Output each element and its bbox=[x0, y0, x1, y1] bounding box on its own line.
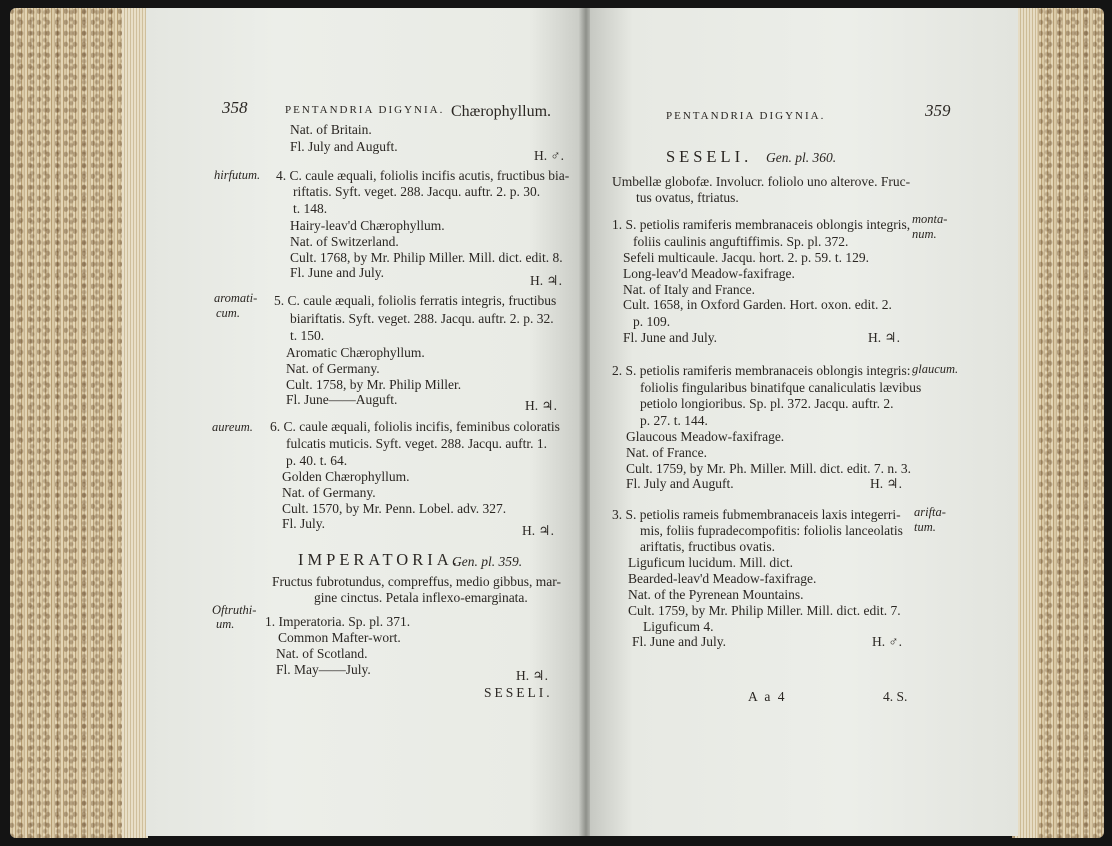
text-line: Long-leav'd Meadow-faxifrage. bbox=[623, 266, 795, 281]
text-line: Nat. of Germany. bbox=[282, 485, 376, 500]
left-running-header: PENTANDRIA DIGYNIA. bbox=[285, 104, 445, 116]
margin-note: aromati- bbox=[214, 291, 258, 305]
margin-note: arifta- bbox=[914, 505, 946, 519]
text-line: H. ♃. bbox=[868, 330, 900, 345]
text-line: p. 27. t. 144. bbox=[640, 413, 708, 428]
text-line: Liguficum 4. bbox=[643, 619, 714, 634]
text-line: Fl. June and July. bbox=[632, 634, 726, 649]
left-page-number: 358 bbox=[222, 98, 248, 117]
catchword: 4. S. bbox=[883, 689, 908, 704]
margin-note: num. bbox=[912, 227, 937, 241]
text-line: 1. Imperatoria. Sp. pl. 371. bbox=[265, 614, 411, 629]
section-title: IMPERATORIA. bbox=[298, 550, 461, 569]
text-line: Nat. of Switzerland. bbox=[290, 234, 399, 249]
text-line: Nat. of Italy and France. bbox=[623, 282, 755, 297]
text-line: Fructus fubrotundus, compreffus, medio gibbus, mar- bbox=[272, 574, 561, 589]
text-line: 5. C. caule æquali, foliolis ferratis integris, fructibus bbox=[274, 293, 557, 308]
text-line: foliis caulinis anguftiffimis. Sp. pl. 372. bbox=[633, 234, 849, 249]
margin-note: aureum. bbox=[212, 420, 253, 434]
text-line: H. ♃. bbox=[525, 398, 557, 413]
text-line: p. 40. t. 64. bbox=[286, 453, 348, 468]
text-line: H. ♃. bbox=[516, 668, 548, 683]
signature-mark: A a 4 bbox=[748, 689, 787, 704]
text-line: 6. C. caule æquali, foliolis incifis, feminibus coloratis bbox=[270, 419, 560, 434]
text-line: fulcatis muticis. Syft. veget. 288. Jacqu. auftr. 1. bbox=[286, 436, 547, 451]
text-line: H. ♂. bbox=[872, 634, 902, 649]
text-line: Cult. 1658, in Oxford Garden. Hort. oxon. edit. 2. bbox=[623, 297, 892, 312]
text-line: H. ♃. bbox=[530, 273, 562, 288]
text-line: Hairy-leav'd Chærophyllum. bbox=[290, 218, 445, 233]
text-line: Nat. of the Pyrenean Mountains. bbox=[628, 587, 804, 602]
margin-note: um. bbox=[216, 617, 235, 631]
right-page-stack bbox=[1015, 8, 1037, 838]
text-line: Cult. 1570, by Mr. Penn. Lobel. adv. 327. bbox=[282, 501, 507, 516]
text-line: Cult. 1759, by Mr. Ph. Miller. Mill. dict. edit. 7. n. 3. bbox=[626, 461, 912, 476]
text-line: Sefeli multicaule. Jacqu. hort. 2. p. 59. t. 129. bbox=[623, 250, 869, 265]
margin-note: glaucum. bbox=[912, 362, 959, 376]
text-line: Nat. of Britain. bbox=[290, 122, 372, 137]
text-line: gine cinctus. Petala inflexo-emarginata. bbox=[314, 590, 528, 605]
text-line: Liguficum lucidum. Mill. dict. bbox=[628, 555, 793, 570]
text-line: p. 109. bbox=[633, 314, 671, 329]
text-line: petiolo longioribus. Sp. pl. 372. Jacqu. auftr. 2. bbox=[640, 396, 894, 411]
margin-note: hirfutum. bbox=[214, 168, 261, 182]
text-line: Cult. 1768, by Mr. Philip Miller. Mill. dict. edit. 8. bbox=[290, 250, 563, 265]
left-page-edges bbox=[10, 8, 140, 838]
text-line: 1. S. petiolis ramiferis membranaceis oblongis integris, bbox=[612, 217, 911, 232]
text-line: Aromatic Chærophyllum. bbox=[286, 345, 425, 360]
text-line: mis, foliis fupradecompofitis: foliolis lanceolatis bbox=[640, 523, 903, 538]
text-line: 3. S. petiolis rameis fubmembranaceis laxis integerri- bbox=[612, 507, 901, 522]
left-genus-header: Chærophyllum. bbox=[451, 103, 552, 120]
text-line: Nat. of Scotland. bbox=[276, 646, 368, 661]
section-ref: Gen. pl. 359. bbox=[452, 554, 523, 569]
text-line: Common Mafter-wort. bbox=[278, 630, 401, 645]
left-page-stack bbox=[122, 8, 148, 838]
text-line: biariftatis. Syft. veget. 288. Jacqu. auftr. 2. p. 32. bbox=[290, 311, 554, 326]
text-line: H. ♂. bbox=[534, 148, 564, 163]
text-line: Fl. June and July. bbox=[623, 330, 717, 345]
text-line: t. 148. bbox=[293, 201, 328, 216]
text-line: Fl. May——July. bbox=[276, 662, 371, 677]
text-line: Cult. 1759, by Mr. Philip Miller. Mill. dict. edit. 7. bbox=[628, 603, 901, 618]
catchword: SESELI. bbox=[484, 685, 553, 700]
text-line: ariftatis, fructibus ovatis. bbox=[640, 539, 775, 554]
text-line: Umbellæ globofæ. Involucr. foliolo uno alterove. Fruc- bbox=[612, 174, 911, 189]
text-line: H. ♃. bbox=[522, 523, 554, 538]
text-line: Golden Chærophyllum. bbox=[282, 469, 410, 484]
text-line: 4. C. caule æquali, foliolis incifis acutis, fructibus bia- bbox=[276, 168, 570, 183]
text-line: Nat. of Germany. bbox=[286, 361, 380, 376]
right-page-number: 359 bbox=[925, 101, 951, 120]
text-line: Cult. 1758, by Mr. Philip Miller. bbox=[286, 377, 462, 392]
text-line: tus ovatus, ftriatus. bbox=[636, 190, 739, 205]
text-line: riftatis. Syft. veget. 288. Jacqu. auftr. 2. p. 30. bbox=[293, 184, 541, 199]
text-line: Fl. July and Auguft. bbox=[626, 476, 734, 491]
section-ref: Gen. pl. 360. bbox=[766, 150, 837, 165]
text-line: Nat. of France. bbox=[626, 445, 707, 460]
text-line: H. ♃. bbox=[870, 476, 902, 491]
text-line: Fl. June——Auguft. bbox=[286, 392, 398, 407]
margin-note: monta- bbox=[912, 212, 948, 226]
text-line: 2. S. petiolis ramiferis membranaceis oblongis integris: bbox=[612, 363, 911, 378]
text-line: Fl. July. bbox=[282, 516, 326, 531]
margin-note: cum. bbox=[216, 306, 240, 320]
section-title: SESELI. bbox=[666, 147, 753, 166]
text-line: Bearded-leav'd Meadow-faxifrage. bbox=[628, 571, 817, 586]
right-running-header: PENTANDRIA DIGYNIA. bbox=[666, 110, 826, 122]
text-line: Fl. July and Auguft. bbox=[290, 139, 398, 154]
margin-note: Oftruthi- bbox=[212, 603, 257, 617]
text-line: foliolis fingularibus binatifque canaliculatis lævibus bbox=[640, 380, 922, 395]
text-line: Glaucous Meadow-faxifrage. bbox=[626, 429, 785, 444]
margin-note: tum. bbox=[914, 520, 936, 534]
text-line: t. 150. bbox=[290, 328, 325, 343]
text-line: Fl. June and July. bbox=[290, 265, 384, 280]
